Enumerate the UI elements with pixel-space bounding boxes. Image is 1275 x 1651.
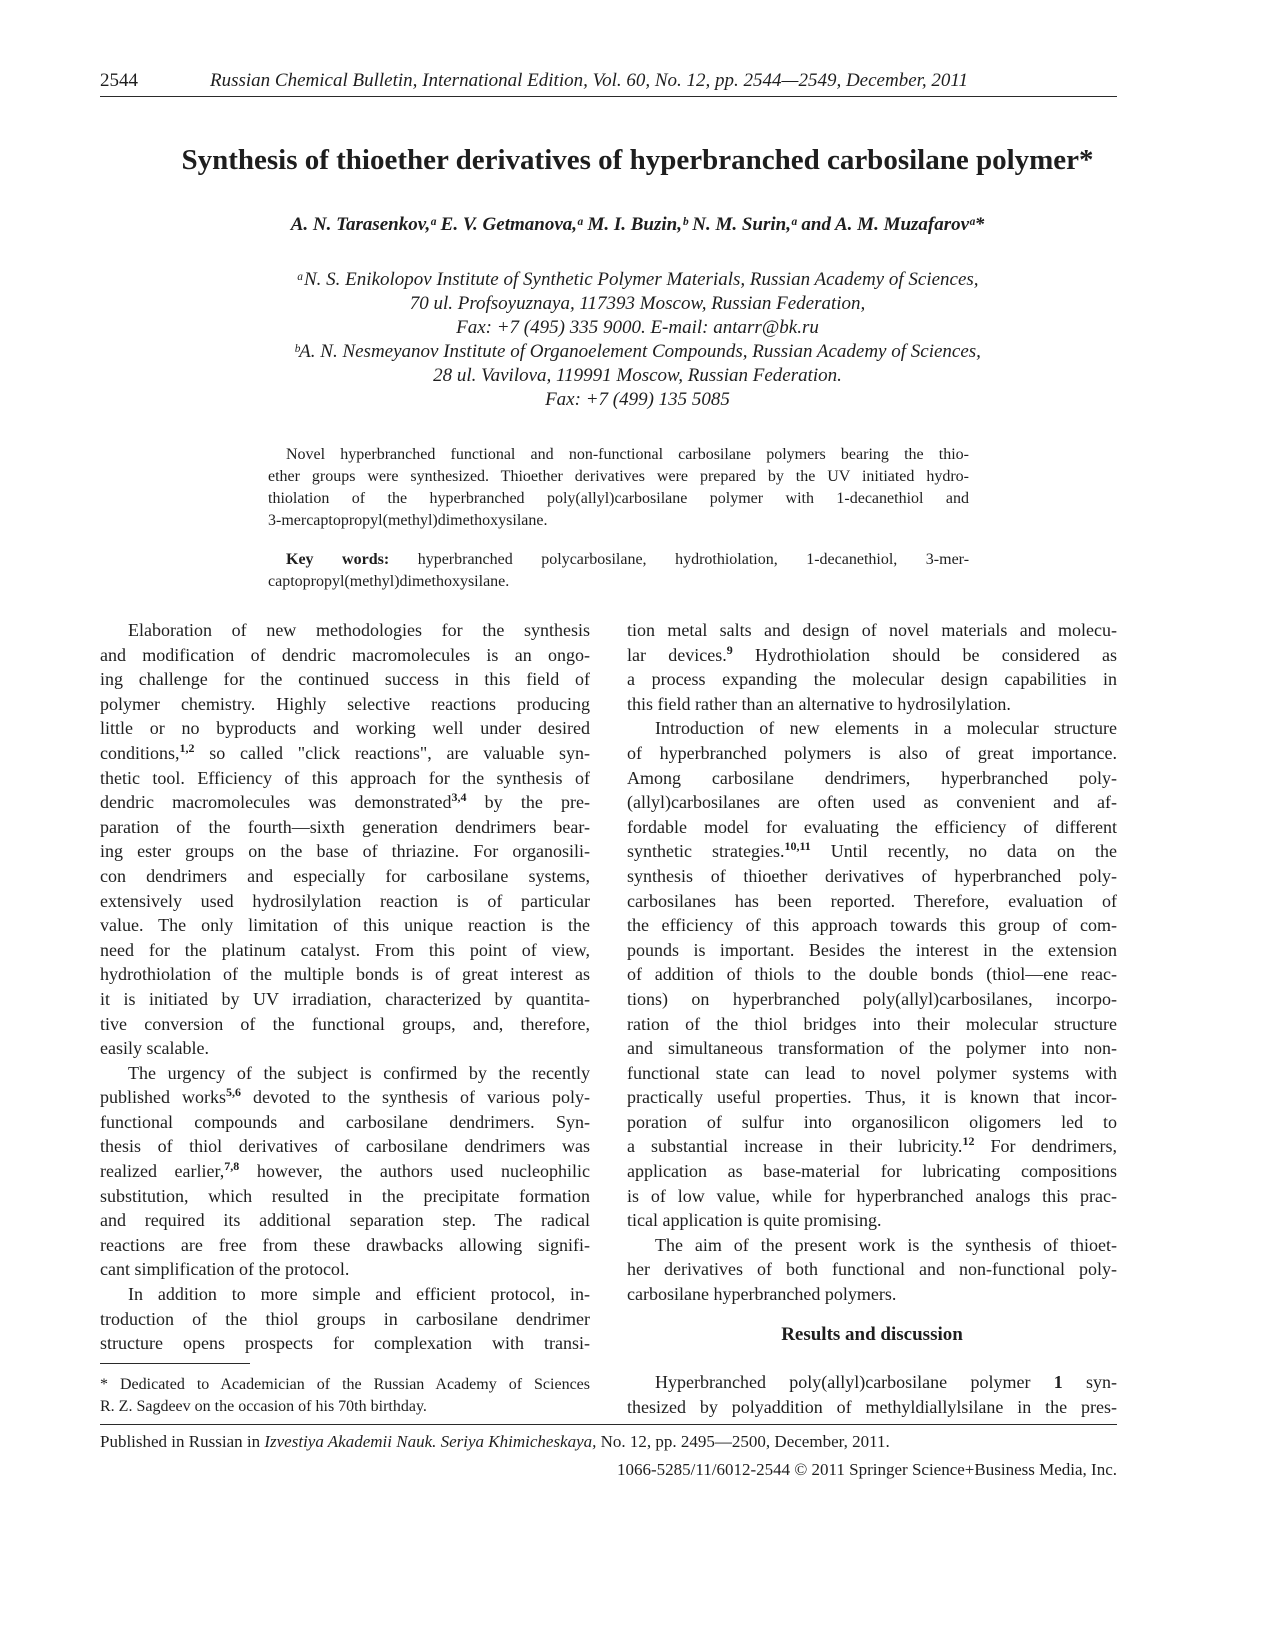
- text-line: tive conversion of the functional groups, and, therefore,: [100, 1013, 590, 1034]
- compound-number: 1: [1053, 1372, 1063, 1392]
- text-line: The urgency of the subject is confirmed by the recently: [128, 1062, 590, 1083]
- text-line: ing challenge for the continued success in this field of: [100, 669, 590, 690]
- text-line: of addition of thiols to the double bonds (thiol—ene reac-: [627, 964, 1117, 985]
- results-paragraph: [627, 1370, 1117, 1419]
- affiliation-line: Fax: +7 (499) 135 5085: [545, 389, 730, 410]
- text-line: polymer chemistry. Highly selective reactions producing: [100, 693, 590, 714]
- keywords-line: [268, 549, 969, 571]
- text-line: In addition to more simple and efficient protocol, in-: [128, 1284, 590, 1305]
- pub-prefix: Published in Russian in: [100, 1432, 265, 1451]
- text-line: hydrothiolation of the multiple bonds is of great interest as: [100, 964, 590, 985]
- citation-ref: 12: [962, 1134, 975, 1149]
- text-span: Hydrothiolation should be considered as: [732, 644, 1117, 665]
- text-line: a process expanding the molecular design capabilities in: [627, 669, 1117, 690]
- text-line: con dendrimers and especially for carbosilane systems,: [100, 865, 590, 886]
- text-line: and modification of dendric macromolecules is an ongo-: [100, 644, 590, 665]
- text-line: [627, 1370, 1117, 1395]
- text-line: carbosilanes has been reported. Therefore, evaluation of: [627, 890, 1117, 911]
- text-line: value. The only limitation of this unique reaction is the: [100, 915, 590, 936]
- text-line: the efficiency of this approach towards this group of com-: [627, 915, 1117, 936]
- text-line: paration of the fourth—sixth generation dendrimers bear-: [100, 816, 590, 837]
- text-line: tions) on hyperbranched poly(allyl)carbosilanes, incorpo-: [627, 988, 1117, 1009]
- keywords: [268, 549, 969, 593]
- text-line: her derivatives of both functional and non-functional poly-: [627, 1259, 1117, 1280]
- text-span: synthetic strategies.: [627, 841, 785, 862]
- text-line: and required its additional separation step. The radical: [100, 1210, 590, 1231]
- text-line: (allyl)carbosilanes are often used as convenient and af-: [627, 792, 1117, 813]
- text-line: and simultaneous transformation of the polymer into non-: [627, 1038, 1117, 1059]
- text-line: practically useful properties. Thus, it is known that incor-: [627, 1087, 1117, 1108]
- footnote-line: * Dedicated to Academician of the Russian Academy of Sciences: [100, 1376, 590, 1393]
- text-line: ing ester groups on the base of thriazine. For organosili-: [100, 841, 590, 862]
- text-line: troduction of the thiol groups in carbosilane dendrimer: [100, 1308, 590, 1329]
- pub-suffix: No. 12, pp. 2495—2500, December, 2011.: [596, 1432, 890, 1451]
- abstract-line: Novel hyperbranched functional and non-functional carbosilane polymers bearing the thio-: [286, 446, 969, 463]
- bottom-divider: [100, 1424, 1117, 1425]
- article-title: Synthesis of thioether derivatives of hyperbranched carbosilane polymer*: [181, 144, 1094, 176]
- abstract-line: ether groups were synthesized. Thioether derivatives were prepared by the UV initiated hydro-: [268, 468, 969, 485]
- citation-ref: 10,11: [784, 839, 811, 854]
- citation-ref: 5,6: [226, 1085, 241, 1100]
- text-line: thetic tool. Efficiency of this approach for the synthesis of: [100, 767, 590, 788]
- text-line: [627, 643, 1117, 668]
- text-line: poration of sulfur into organosilicon oligomers led to: [627, 1111, 1117, 1132]
- text-span: published works: [100, 1087, 226, 1108]
- footnote: [100, 1374, 590, 1418]
- text-line: [100, 1159, 590, 1184]
- copyright-line: 1066-5285/11/6012-2544 © 2011 Springer Science+Business Media, Inc.: [616, 1460, 1117, 1479]
- text-line: easily scalable.: [100, 1038, 209, 1059]
- text-line: substitution, which resulted in the precipitate formation: [100, 1185, 590, 1206]
- text-line: fordable model for evaluating the efficiency of different: [627, 816, 1117, 837]
- text-line: carbosilane hyperbranched polymers.: [627, 1284, 897, 1305]
- page-number: 2544: [100, 70, 138, 91]
- left-column: [100, 618, 590, 1356]
- keywords-label: Key words:: [286, 551, 390, 568]
- text-line: Among carbosilane dendrimers, hyperbranched poly-: [627, 767, 1117, 788]
- text-line: this field rather than an alternative to hydrosilylation.: [627, 693, 1011, 714]
- text-line: [100, 741, 590, 766]
- text-line: [100, 1085, 590, 1110]
- text-span: by the pre-: [466, 792, 591, 813]
- text-line: little or no byproducts and working well under desired: [100, 718, 590, 739]
- text-line: tical application is quite promising.: [627, 1210, 882, 1231]
- text-span: conditions,: [100, 742, 180, 763]
- text-line: is of low value, while for hyperbranched analogs this prac-: [627, 1185, 1117, 1206]
- text-line: Introduction of new elements in a molecular structure: [655, 718, 1117, 739]
- abstract-line: 3-mercaptopropyl(methyl)dimethoxysilane.: [268, 512, 548, 529]
- text-line: Elaboration of new methodologies for the synthesis: [128, 620, 590, 640]
- text-span: however, the authors used nucleophilic: [239, 1161, 590, 1182]
- text-line: of hyperbranched polymers is also of great importance.: [627, 742, 1117, 763]
- citation-ref: 9: [726, 642, 733, 657]
- publication-note: [100, 1432, 890, 1452]
- text-line: [627, 839, 1117, 864]
- affiliation-line: 28 ul. Vavilova, 119991 Moscow, Russian Federation.: [433, 365, 842, 386]
- text-line: application as base-material for lubricating compositions: [627, 1161, 1117, 1182]
- affiliation-line: ᵃN. S. Enikolopov Institute of Synthetic Polymer Materials, Russian Academy of Sciences,: [296, 269, 979, 290]
- footnote-divider: [100, 1363, 250, 1364]
- text-line: [100, 790, 590, 815]
- text-span: lar devices.: [627, 644, 727, 665]
- text-span: syn-: [1062, 1372, 1117, 1392]
- text-span: devoted to the synthesis of various poly-: [241, 1087, 590, 1108]
- text-line: reactions are free from these drawbacks allowing signifi-: [100, 1234, 590, 1255]
- pub-journal: Izvestiya Akademii Nauk. Seriya Khimicheskaya,: [264, 1432, 597, 1451]
- running-head: [100, 66, 1117, 97]
- keywords-line: captopropyl(methyl)dimethoxysilane.: [268, 573, 510, 590]
- affiliation-line: Fax: +7 (495) 335 9000. E-mail: antarr@bk.ru: [456, 317, 819, 338]
- text-line: thesized by polyaddition of methyldiallylsilane in the pres-: [627, 1396, 1117, 1417]
- text-span: a substantial increase in their lubricity.: [627, 1136, 963, 1157]
- footnote-line: R. Z. Sagdeev on the occasion of his 70th birthday.: [100, 1398, 427, 1415]
- text-span: realized earlier,: [100, 1161, 225, 1182]
- text-line: thesis of thiol derivatives of carbosilane dendrimers was: [100, 1136, 590, 1157]
- text-line: The aim of the present work is the synthesis of thioet-: [655, 1234, 1117, 1255]
- text-line: structure opens prospects for complexation with transi-: [100, 1333, 590, 1354]
- section-heading: Results and discussion: [781, 1324, 963, 1345]
- citation-ref: 7,8: [224, 1159, 240, 1174]
- affiliations: [0, 268, 1275, 412]
- text-line: cant simplification of the protocol.: [100, 1259, 350, 1280]
- text-line: need for the platinum catalyst. From this point of view,: [100, 939, 590, 960]
- text-span: so called "click reactions", are valuable syn-: [194, 742, 590, 763]
- text-line: synthesis of thioether derivatives of hyperbranched poly-: [627, 865, 1117, 886]
- keywords-text: hyperbranched polycarbosilane, hydrothiolation, 1-decanethiol, 3-mer-: [417, 551, 970, 568]
- text-line: functional state can lead to novel polymer systems with: [627, 1062, 1117, 1083]
- citation-ref: 1,2: [179, 740, 195, 755]
- text-line: tion metal salts and design of novel materials and molecu-: [627, 620, 1117, 640]
- text-line: pounds is important. Besides the interest in the extension: [627, 939, 1117, 960]
- text-line: [627, 1134, 1117, 1159]
- text-line: ration of the thiol bridges into their molecular structure: [627, 1013, 1117, 1034]
- affiliation-line: 70 ul. Profsoyuznaya, 117393 Moscow, Russian Federation,: [409, 293, 866, 314]
- text-span: Until recently, no data on the: [810, 841, 1117, 862]
- text-span: dendric macromolecules was demonstrated: [100, 792, 452, 813]
- journal-reference: Russian Chemical Bulletin, International Edition, Vol. 60, No. 12, pp. 2544—2549, December, 2011: [210, 70, 969, 91]
- abstract: [268, 444, 969, 532]
- abstract-line: thiolation of the hyperbranched poly(allyl)carbosilane polymer with 1-decanethiol and: [268, 490, 969, 507]
- text-span: Hyperbranched poly(allyl)carbosilane polymer: [655, 1372, 1054, 1392]
- right-column: [627, 618, 1117, 1307]
- text-line: functional compounds and carbosilane dendrimers. Syn-: [100, 1111, 590, 1132]
- text-span: For dendrimers,: [974, 1136, 1117, 1157]
- citation-ref: 3,4: [451, 790, 467, 805]
- affiliation-line: ᵇA. N. Nesmeyanov Institute of Organoelement Compounds, Russian Academy of Sciences,: [294, 341, 981, 362]
- text-line: extensively used hydrosilylation reaction is of particular: [100, 890, 590, 911]
- author-list: A. N. Tarasenkov,ᵃ E. V. Getmanova,ᵃ M. I. Buzin,ᵇ N. M. Surin,ᵃ and A. M. Muzafarovᵃ*: [290, 214, 985, 235]
- text-line: it is initiated by UV irradiation, characterized by quantita-: [100, 988, 590, 1009]
